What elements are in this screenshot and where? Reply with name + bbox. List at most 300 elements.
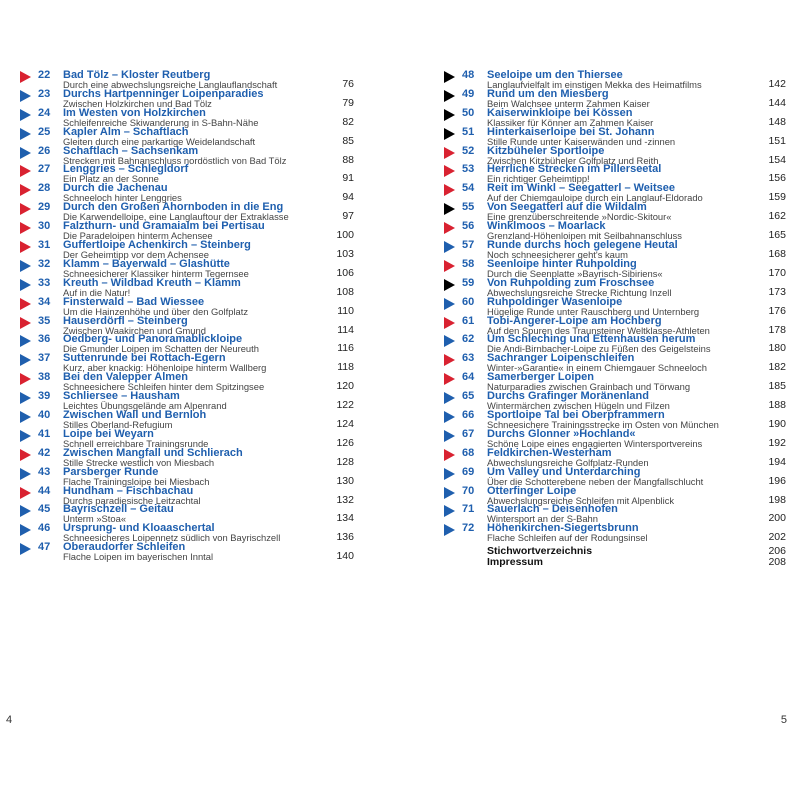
toc-entry[interactable] xyxy=(38,429,354,448)
page-reference: 156 xyxy=(768,172,786,185)
tour-number: 58 xyxy=(462,257,475,270)
toc-entry[interactable] xyxy=(462,372,786,391)
tour-number: 27 xyxy=(38,163,51,176)
page-reference: 76 xyxy=(342,78,354,90)
triangle-marker-icon xyxy=(20,373,31,385)
tour-subtitle: Stille Runde unter Kaiserwänden und -zinnen xyxy=(487,135,676,147)
tour-number: 65 xyxy=(462,390,475,403)
tour-subtitle: Unterm »Stoa« xyxy=(63,513,127,525)
tour-title: Durchs Hartpenninger Loipenparadies xyxy=(63,87,264,100)
page-reference: 196 xyxy=(768,474,786,487)
triangle-marker-icon xyxy=(20,543,31,555)
triangle-marker-icon xyxy=(444,90,455,102)
tour-number: 34 xyxy=(38,295,51,308)
triangle-marker-icon xyxy=(444,184,455,196)
tour-subtitle: Hügelige Runde unter Rauschberg und Unternberg xyxy=(487,305,700,317)
tour-title: Feldkirchen-Westerham xyxy=(487,446,612,459)
tour-subtitle: Beim Walchsee unterm Zahmen Kaiser xyxy=(487,97,650,109)
toc-entry[interactable] xyxy=(38,448,354,467)
toc-entry[interactable] xyxy=(38,89,354,108)
triangle-marker-icon xyxy=(20,184,31,196)
tour-title: Um Schleching und Ettenhausen herum xyxy=(487,333,696,346)
page-reference: 168 xyxy=(768,248,786,261)
tour-subtitle: Die Karwendelloipe, eine Langlauftour der Extraklasse xyxy=(63,211,289,223)
page-reference: 103 xyxy=(336,248,354,261)
tour-subtitle: Auf der Chiemgauloipe durch ein Langlauf-Eldorado xyxy=(487,192,703,204)
tour-title: Sauerlach – Deisenhofen xyxy=(487,503,618,516)
triangle-marker-icon xyxy=(20,90,31,102)
toc-entry[interactable] xyxy=(462,523,786,542)
tour-title: Durchs Glonner »Hochland« xyxy=(487,427,636,440)
triangle-marker-icon xyxy=(444,468,455,480)
tour-number: 70 xyxy=(462,484,475,497)
tour-number: 31 xyxy=(38,239,51,252)
triangle-marker-icon xyxy=(20,165,31,177)
tour-title: Bad Tölz – Kloster Reutberg xyxy=(63,69,211,81)
page-reference: 173 xyxy=(768,285,786,298)
triangle-marker-icon xyxy=(20,147,31,159)
tour-subtitle: Über die Schotterebene neben der Mangfallschlucht xyxy=(487,475,704,487)
back-matter-entry[interactable] xyxy=(462,557,786,568)
tour-number: 24 xyxy=(38,106,51,119)
tour-title: Von Ruhpolding zum Froschsee xyxy=(487,276,655,289)
tour-subtitle: Eine grenzüberschreitende »Nordic-Skitour« xyxy=(487,211,672,223)
triangle-marker-icon xyxy=(444,392,455,404)
toc-entry[interactable] xyxy=(38,278,354,297)
triangle-marker-icon xyxy=(20,71,31,83)
triangle-marker-icon xyxy=(444,317,455,329)
triangle-marker-icon xyxy=(20,487,31,499)
tour-title: Winklmoos – Moarlack xyxy=(487,220,606,233)
page-reference: 202 xyxy=(768,531,786,544)
toc-left-column xyxy=(38,70,354,561)
tour-subtitle: Schöne Loipe eines engagierten Wintersportvereins xyxy=(487,437,703,449)
tour-number: 44 xyxy=(38,484,51,497)
page-reference: 85 xyxy=(342,134,354,147)
toc-entry[interactable] xyxy=(38,108,354,127)
tour-number: 49 xyxy=(462,87,475,100)
tour-number: 37 xyxy=(38,352,51,365)
tour-number: 54 xyxy=(462,182,475,195)
triangle-marker-icon xyxy=(444,373,455,385)
page-reference: 106 xyxy=(336,266,354,279)
page-reference: 208 xyxy=(768,556,786,569)
tour-number: 55 xyxy=(462,201,475,214)
tour-subtitle: Auf in die Natur! xyxy=(63,286,131,298)
page-reference: 128 xyxy=(336,455,354,468)
tour-number: 48 xyxy=(462,69,475,81)
page-reference: 180 xyxy=(768,342,786,355)
triangle-marker-icon xyxy=(20,411,31,423)
tour-number: 61 xyxy=(462,314,475,327)
tour-title: Durchs Grafinger Moränenland xyxy=(487,390,649,403)
triangle-marker-icon xyxy=(444,222,455,234)
triangle-marker-icon xyxy=(20,298,31,310)
tour-number: 50 xyxy=(462,106,475,119)
tour-number: 67 xyxy=(462,427,475,440)
page-reference: 170 xyxy=(768,266,786,279)
page-reference: 162 xyxy=(768,210,786,223)
tour-number: 47 xyxy=(38,541,51,554)
back-matter-title: Stichwortverzeichnis xyxy=(487,545,593,558)
tour-number: 41 xyxy=(38,427,51,440)
page-reference: 194 xyxy=(768,455,786,468)
toc-entry[interactable] xyxy=(38,353,354,372)
page-reference: 97 xyxy=(342,210,354,223)
page-reference: 132 xyxy=(336,493,354,506)
triangle-marker-icon xyxy=(20,109,31,121)
tour-title: Runde durchs hoch gelegene Heutal xyxy=(487,239,678,252)
tour-number: 25 xyxy=(38,125,51,138)
tour-title: Sportloipe Tal bei Oberpframmern xyxy=(487,409,665,422)
tour-subtitle: Zwischen Holzkirchen und Bad Tölz xyxy=(63,97,212,109)
tour-number: 36 xyxy=(38,333,51,346)
triangle-marker-icon xyxy=(444,335,455,347)
tour-subtitle: Abwechslungsreiche Golfplatz-Runden xyxy=(487,456,649,468)
toc-entry[interactable] xyxy=(462,467,786,486)
tour-subtitle: Auf den Spuren des Traunsteiner Weltklasse-Athleten xyxy=(487,324,710,336)
tour-number: 28 xyxy=(38,182,51,195)
tour-subtitle: Grenzland-Höhenloipen mit Seilbahnanschluss xyxy=(487,230,682,242)
page-reference: 200 xyxy=(768,512,786,525)
page-number-left: 4 xyxy=(6,714,13,726)
triangle-marker-icon xyxy=(444,487,455,499)
page-reference: 185 xyxy=(768,380,786,393)
toc-entry[interactable] xyxy=(462,486,786,505)
triangle-marker-icon xyxy=(444,241,455,253)
tour-subtitle: Strecken mit Bahnanschluss nordöstlich von Bad Tölz xyxy=(63,154,287,166)
triangle-marker-icon xyxy=(20,203,31,215)
page-reference: 118 xyxy=(337,361,354,374)
page-reference: 120 xyxy=(336,380,354,393)
triangle-marker-icon xyxy=(444,260,455,272)
tour-title: Finsterwald – Bad Wiessee xyxy=(63,295,205,308)
toc-entry[interactable] xyxy=(462,240,786,259)
page-reference: 116 xyxy=(337,342,354,355)
page-reference: 198 xyxy=(768,493,786,506)
tour-subtitle: Kurz, aber knackig: Höhenloipe hinterm Wallberg xyxy=(63,362,267,374)
tour-title: Zwischen Wall und Bernloh xyxy=(63,409,207,422)
toc-entry[interactable] xyxy=(38,316,354,335)
tour-number: 56 xyxy=(462,220,475,233)
toc-entry[interactable] xyxy=(462,297,786,316)
tour-subtitle: Zwischen Kitzbüheler Golfplatz und Reith xyxy=(487,154,659,166)
tour-title: Schliersee – Hausham xyxy=(63,390,180,403)
page-reference: 165 xyxy=(768,229,786,242)
toc-entry[interactable] xyxy=(462,353,786,372)
triangle-marker-icon xyxy=(20,392,31,404)
toc-entry[interactable] xyxy=(38,391,354,410)
page-reference: 188 xyxy=(768,399,786,412)
tour-subtitle: Stilles Oberland-Refugium xyxy=(63,419,173,431)
tour-title: Tobi-Angerer-Loipe am Hochberg xyxy=(487,314,662,327)
tour-subtitle: Langlaufvielfalt im einstigen Mekka des Heimatfilms xyxy=(487,79,702,90)
tour-subtitle: Schneesicherer Klassiker hinterm Tegernsee xyxy=(63,267,249,279)
tour-title: Zwischen Mangfall und Schlierach xyxy=(63,446,243,459)
triangle-marker-icon xyxy=(20,524,31,536)
tour-subtitle: Flache Trainingsloipe bei Miesbach xyxy=(63,475,210,487)
tour-number: 33 xyxy=(38,276,51,289)
triangle-marker-icon xyxy=(20,505,31,517)
tour-subtitle: Gleiten durch eine parkartige Weidelandschaft xyxy=(63,135,256,147)
page-reference: 124 xyxy=(336,418,354,431)
toc-entry[interactable] xyxy=(38,127,354,146)
tour-subtitle: Klassiker für Könner am Zahmen Kaiser xyxy=(487,116,654,128)
triangle-marker-icon xyxy=(444,128,455,140)
triangle-marker-icon xyxy=(20,335,31,347)
triangle-marker-icon xyxy=(444,71,455,83)
toc-entry[interactable] xyxy=(38,467,354,486)
toc-entry[interactable] xyxy=(38,164,354,183)
tour-subtitle: Naturparadies zwischen Grainbach und Törwang xyxy=(487,381,691,393)
toc-entry[interactable] xyxy=(38,202,354,221)
tour-number: 22 xyxy=(38,69,51,81)
toc-entry[interactable] xyxy=(38,70,354,89)
page-reference: 142 xyxy=(768,78,786,90)
page-reference: 91 xyxy=(342,172,354,185)
tour-subtitle: Schneeloch hinter Lenggries xyxy=(63,192,182,204)
triangle-marker-icon xyxy=(444,147,455,159)
toc-entry[interactable] xyxy=(462,127,786,146)
tour-number: 62 xyxy=(462,333,475,346)
tour-subtitle: Schneesichere Schleifen hinter dem Spitzingsee xyxy=(63,381,265,393)
tour-title: Seenloipe hinter Ruhpolding xyxy=(487,257,637,270)
tour-number: 45 xyxy=(38,503,51,516)
tour-title: Durch die Jachenau xyxy=(63,182,168,195)
page-reference: 134 xyxy=(336,512,354,525)
tour-title: Hauserdörfl – Steinberg xyxy=(63,314,188,327)
tour-title: Von Seegatterl auf die Wildalm xyxy=(487,201,647,214)
triangle-marker-icon xyxy=(444,109,455,121)
page-reference: 108 xyxy=(336,285,354,298)
tour-number: 30 xyxy=(38,220,51,233)
triangle-marker-icon xyxy=(20,354,31,366)
tour-number: 26 xyxy=(38,144,51,157)
tour-title: Hundham – Fischbachau xyxy=(63,484,194,497)
tour-number: 46 xyxy=(38,522,51,535)
tour-title: Reit im Winkl – Seegatterl – Weitsee xyxy=(487,182,675,195)
tour-number: 69 xyxy=(462,465,475,478)
toc-entry[interactable] xyxy=(38,259,354,278)
tour-subtitle: Durch eine abwechslungsreiche Langlauflandschaft xyxy=(63,79,278,90)
toc-entry[interactable] xyxy=(38,297,354,316)
page-reference: 122 xyxy=(336,399,354,412)
tour-subtitle: Schleifenreiche Skiwanderung in S-Bahn-Nähe xyxy=(63,116,259,128)
tour-title: Kapler Alm – Schaftlach xyxy=(63,125,189,138)
tour-subtitle: Die Gmunder Loipen im Schatten der Neureuth xyxy=(63,343,259,355)
triangle-marker-icon xyxy=(444,411,455,423)
triangle-marker-icon xyxy=(20,279,31,291)
toc-entry[interactable] xyxy=(38,146,354,165)
tour-title: Bei den Valepper Almen xyxy=(63,371,188,384)
triangle-marker-icon xyxy=(20,317,31,329)
tour-number: 59 xyxy=(462,276,475,289)
triangle-marker-icon xyxy=(444,203,455,215)
toc-entry[interactable] xyxy=(462,448,786,467)
toc-entry[interactable] xyxy=(38,372,354,391)
page-reference: 94 xyxy=(342,191,354,204)
tour-title: Bayrischzell – Geitau xyxy=(63,503,174,516)
page-reference: 182 xyxy=(768,361,786,374)
page-reference: 88 xyxy=(342,153,354,166)
page-reference: 114 xyxy=(337,323,354,336)
tour-title: Otterfinger Loipe xyxy=(487,484,577,497)
tour-title: Höhenkirchen-Siegertsbrunn xyxy=(487,522,639,535)
tour-subtitle: Wintermärchen zwischen Hügeln und Filzen xyxy=(487,400,670,412)
tour-subtitle: Schneesichere Trainingsstrecke im Osten von München xyxy=(487,419,719,431)
page-reference: 159 xyxy=(768,191,786,204)
tour-number: 52 xyxy=(462,144,475,157)
page-reference: 126 xyxy=(336,436,354,449)
tour-title: Guffertloipe Achenkirch – Steinberg xyxy=(63,239,251,252)
tour-number: 53 xyxy=(462,163,475,176)
page-reference: 130 xyxy=(336,474,354,487)
back-matter-title: Impressum xyxy=(487,556,544,569)
tour-subtitle: Durchs paradiesische Leitzachtal xyxy=(63,494,201,506)
toc-entry[interactable] xyxy=(38,334,354,353)
tour-title: Klamm – Bayerwald – Glashütte xyxy=(63,257,230,270)
tour-number: 23 xyxy=(38,87,51,100)
page-reference: 144 xyxy=(768,96,786,109)
toc-entry[interactable] xyxy=(462,334,786,353)
tour-subtitle: Flache Schleifen auf der Rodungsinsel xyxy=(487,532,648,544)
page-reference: 154 xyxy=(768,153,786,166)
tour-subtitle: Stille Strecke westlich von Miesbach xyxy=(63,456,215,468)
tour-number: 68 xyxy=(462,446,475,459)
tour-subtitle: Zwischen Waakirchen und Gmund xyxy=(63,324,206,336)
triangle-marker-icon xyxy=(444,505,455,517)
toc-entry[interactable] xyxy=(462,164,786,183)
tour-title: Schaftlach – Sachsenkam xyxy=(63,144,199,157)
toc-entry[interactable] xyxy=(462,221,786,240)
tour-title: Ursprung- und Kloaaschertal xyxy=(63,522,215,535)
page-reference: 151 xyxy=(768,134,786,147)
triangle-marker-icon xyxy=(20,449,31,461)
toc-entry[interactable] xyxy=(38,542,354,561)
triangle-marker-icon xyxy=(444,354,455,366)
tour-subtitle: Um die Hainzenhöhe und über den Golfplatz xyxy=(63,305,249,317)
toc-entry[interactable] xyxy=(462,391,786,410)
toc-entry[interactable] xyxy=(462,316,786,335)
toc-entry[interactable] xyxy=(462,202,786,221)
tour-title: Lenggries – Schlegldorf xyxy=(63,163,189,176)
tour-title: Hinterkaiserloipe bei St. Johann xyxy=(487,125,655,138)
triangle-marker-icon xyxy=(20,468,31,480)
triangle-marker-icon xyxy=(20,222,31,234)
triangle-marker-icon xyxy=(444,165,455,177)
tour-title: Suttenrunde bei Rottach-Egern xyxy=(63,352,226,365)
tour-subtitle: Leichtes Übungsgelände am Alpenrand xyxy=(63,400,227,412)
page-reference: 192 xyxy=(768,436,786,449)
triangle-marker-icon xyxy=(444,430,455,442)
tour-title: Ruhpoldinger Wasenloipe xyxy=(487,295,623,308)
page-reference: 136 xyxy=(336,531,354,544)
page-reference: 178 xyxy=(768,323,786,336)
tour-subtitle: Abwechslungsreiche Strecke Richtung Inzell xyxy=(487,286,672,298)
tour-title: Sachranger Loipenschleifen xyxy=(487,352,635,365)
tour-number: 43 xyxy=(38,465,51,478)
tour-subtitle: Schnell erreichbare Trainingsrunde xyxy=(63,437,209,449)
tour-subtitle: Ein richtiger Geheimtipp! xyxy=(487,173,590,185)
tour-number: 39 xyxy=(38,390,51,403)
tour-title: Falzthurn- und Gramaialm bei Pertisau xyxy=(63,220,265,233)
tour-number: 60 xyxy=(462,295,475,308)
toc-entry[interactable] xyxy=(462,146,786,165)
page-reference: 148 xyxy=(768,115,786,128)
toc-entry[interactable] xyxy=(462,410,786,429)
page-reference: 110 xyxy=(337,304,354,317)
tour-title: Loipe bei Weyarn xyxy=(63,427,154,440)
triangle-marker-icon xyxy=(20,128,31,140)
toc-entry[interactable] xyxy=(462,429,786,448)
tour-subtitle: Durch die Seenplatte »Bayrisch-Sibiriens« xyxy=(487,267,663,279)
tour-number: 64 xyxy=(462,371,475,384)
tour-number: 63 xyxy=(462,352,475,365)
toc-entry[interactable] xyxy=(462,504,786,523)
page-reference: 100 xyxy=(336,229,354,242)
toc-entry[interactable] xyxy=(38,221,354,240)
tour-title: Parsberger Runde xyxy=(63,465,159,478)
tour-title: Oberaudorfer Schleifen xyxy=(63,541,186,554)
tour-number: 32 xyxy=(38,257,51,270)
tour-number: 35 xyxy=(38,314,51,327)
toc-entry[interactable] xyxy=(462,278,786,297)
page-number-right: 5 xyxy=(780,714,787,726)
page-reference: 79 xyxy=(342,96,354,109)
toc-entry[interactable] xyxy=(38,410,354,429)
tour-number: 51 xyxy=(462,125,475,138)
toc-entry[interactable] xyxy=(462,183,786,202)
tour-title: Durch den Großen Ahornboden in die Eng xyxy=(63,201,284,214)
tour-subtitle: Flache Loipen im bayerischen Inntal xyxy=(63,551,214,563)
tour-title: Kitzbüheler Sportloipe xyxy=(487,144,605,157)
tour-subtitle: Der Geheimtipp vor dem Achensee xyxy=(63,249,209,261)
tour-number: 29 xyxy=(38,201,51,214)
page-reference: 82 xyxy=(342,115,354,128)
tour-title: Herrliche Strecken im Pillerseetal xyxy=(487,163,662,176)
toc-entry[interactable] xyxy=(38,183,354,202)
tour-title: Kreuth – Wildbad Kreuth – Klamm xyxy=(63,276,241,289)
toc-right-column xyxy=(462,70,786,568)
toc-entry[interactable] xyxy=(462,108,786,127)
toc-entry[interactable] xyxy=(38,523,354,542)
tour-subtitle: Ein Platz an der Sonne xyxy=(63,173,159,185)
toc-entry[interactable] xyxy=(38,240,354,259)
page-reference: 206 xyxy=(768,545,786,558)
tour-title: Samerberger Loipen xyxy=(487,371,594,384)
tour-number: 38 xyxy=(38,371,51,384)
triangle-marker-icon xyxy=(20,241,31,253)
tour-number: 72 xyxy=(462,522,475,535)
triangle-marker-icon xyxy=(20,430,31,442)
tour-number: 57 xyxy=(462,239,475,252)
page-reference: 140 xyxy=(336,550,354,563)
tour-subtitle: Die Paradeloipen hinterm Achensee xyxy=(63,230,213,242)
toc-entry[interactable] xyxy=(462,89,786,108)
triangle-marker-icon xyxy=(444,449,455,461)
toc-entry[interactable] xyxy=(462,259,786,278)
tour-number: 40 xyxy=(38,409,51,422)
tour-subtitle: Noch schneesicherer geht's kaum xyxy=(487,249,628,261)
toc-entry[interactable] xyxy=(38,486,354,505)
toc-entry[interactable] xyxy=(38,504,354,523)
tour-subtitle: Die Andi-Birnbacher-Loipe zu Füßen des Geigelsteins xyxy=(487,343,711,355)
toc-entry[interactable] xyxy=(462,70,786,89)
tour-title: Seeloipe um den Thiersee xyxy=(487,69,623,81)
tour-subtitle: Winter-»Garantie« in einem Chiemgauer Schneeloch xyxy=(487,362,707,374)
tour-title: Im Westen von Holzkirchen xyxy=(63,106,206,119)
page-reference: 190 xyxy=(768,418,786,431)
